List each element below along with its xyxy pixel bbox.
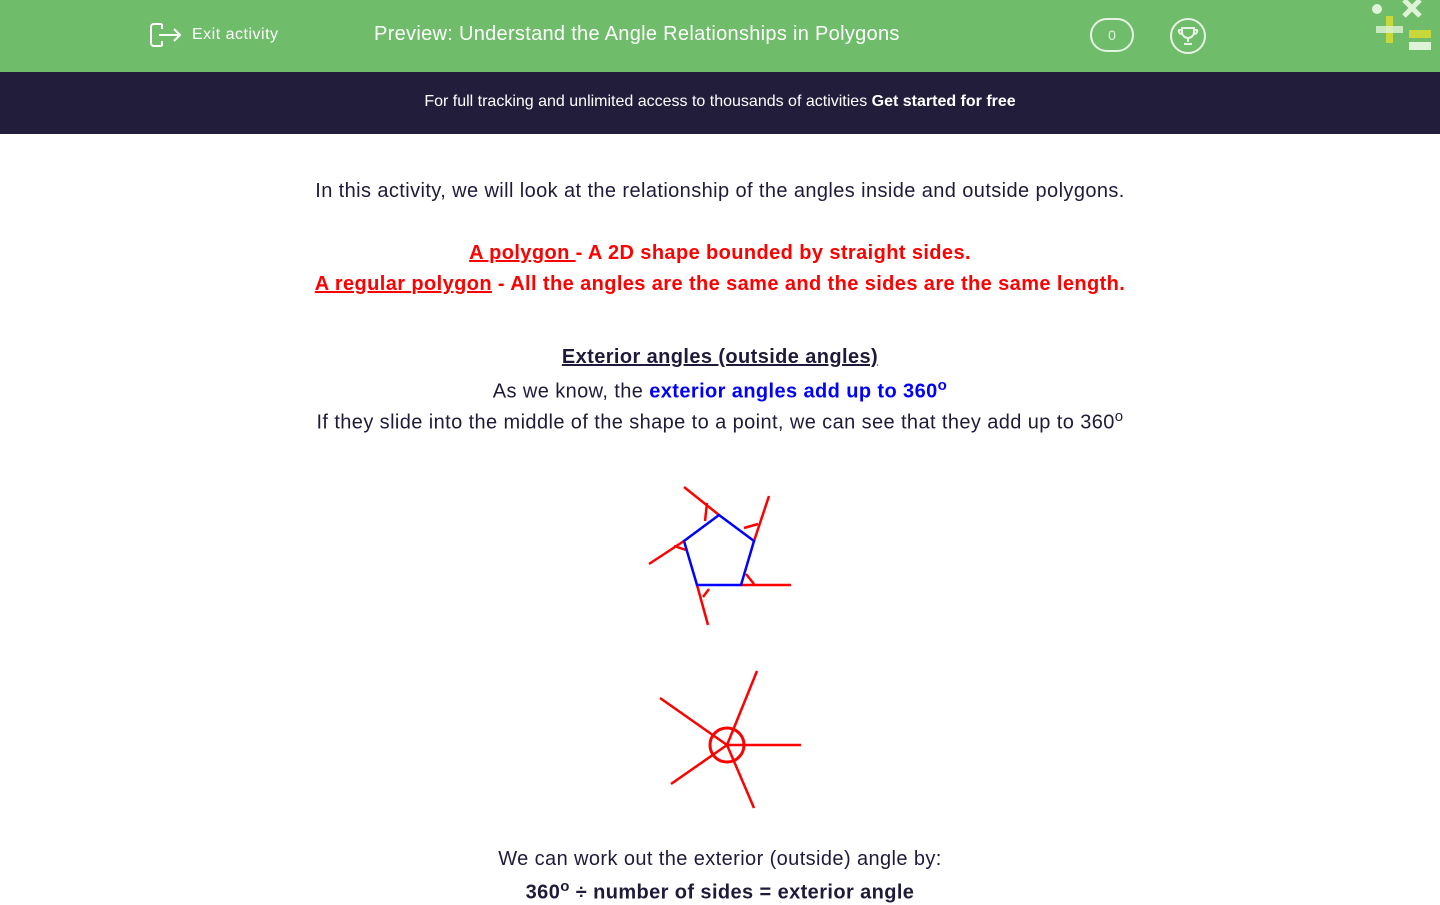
degree-symbol: o (937, 377, 948, 394)
formula (0, 878, 1440, 905)
degree-symbol: o (560, 878, 570, 895)
formula-rest: ÷ number of sides = exterior angle (569, 881, 915, 904)
polygon-term: A polygon (469, 242, 576, 264)
get-started-link[interactable]: Get started for free (871, 93, 1016, 110)
page-title: Preview: Understand the Angle Relationships in Polygons (374, 23, 900, 45)
heading-text: Exterior angles (outside angles) (561, 346, 879, 368)
know-highlight: exterior angles add up to 360 (649, 380, 938, 403)
slide-sentence: If they slide into the middle of the shape to a point, we can see that they add up to 360 (316, 411, 1115, 434)
know-prefix: As we know, the (492, 380, 650, 403)
pentagon (684, 515, 754, 585)
regular-polygon-definition: - All the angles are the same and the sides are the same length. (491, 273, 1126, 295)
work-out-text: We can work out the exterior (outside) angle by: (498, 848, 942, 870)
polygon-definition: - A 2D shape bounded by straight sides. (575, 242, 971, 264)
pentagon-exterior-angles (649, 487, 791, 625)
star-angles (660, 671, 801, 808)
formula-360: 360 (525, 881, 561, 904)
degree-symbol: o (1114, 408, 1124, 425)
score-badge: 0 (1090, 18, 1134, 52)
exit-label: Exit activity (192, 26, 279, 43)
intro-text: In this activity, we will look at the relationship of the angles inside and outside polygons. (315, 180, 1125, 202)
banner-text: For full tracking and unlimited access to thousands of activities (424, 93, 872, 110)
regular-polygon-term: A regular polygon (314, 273, 492, 295)
